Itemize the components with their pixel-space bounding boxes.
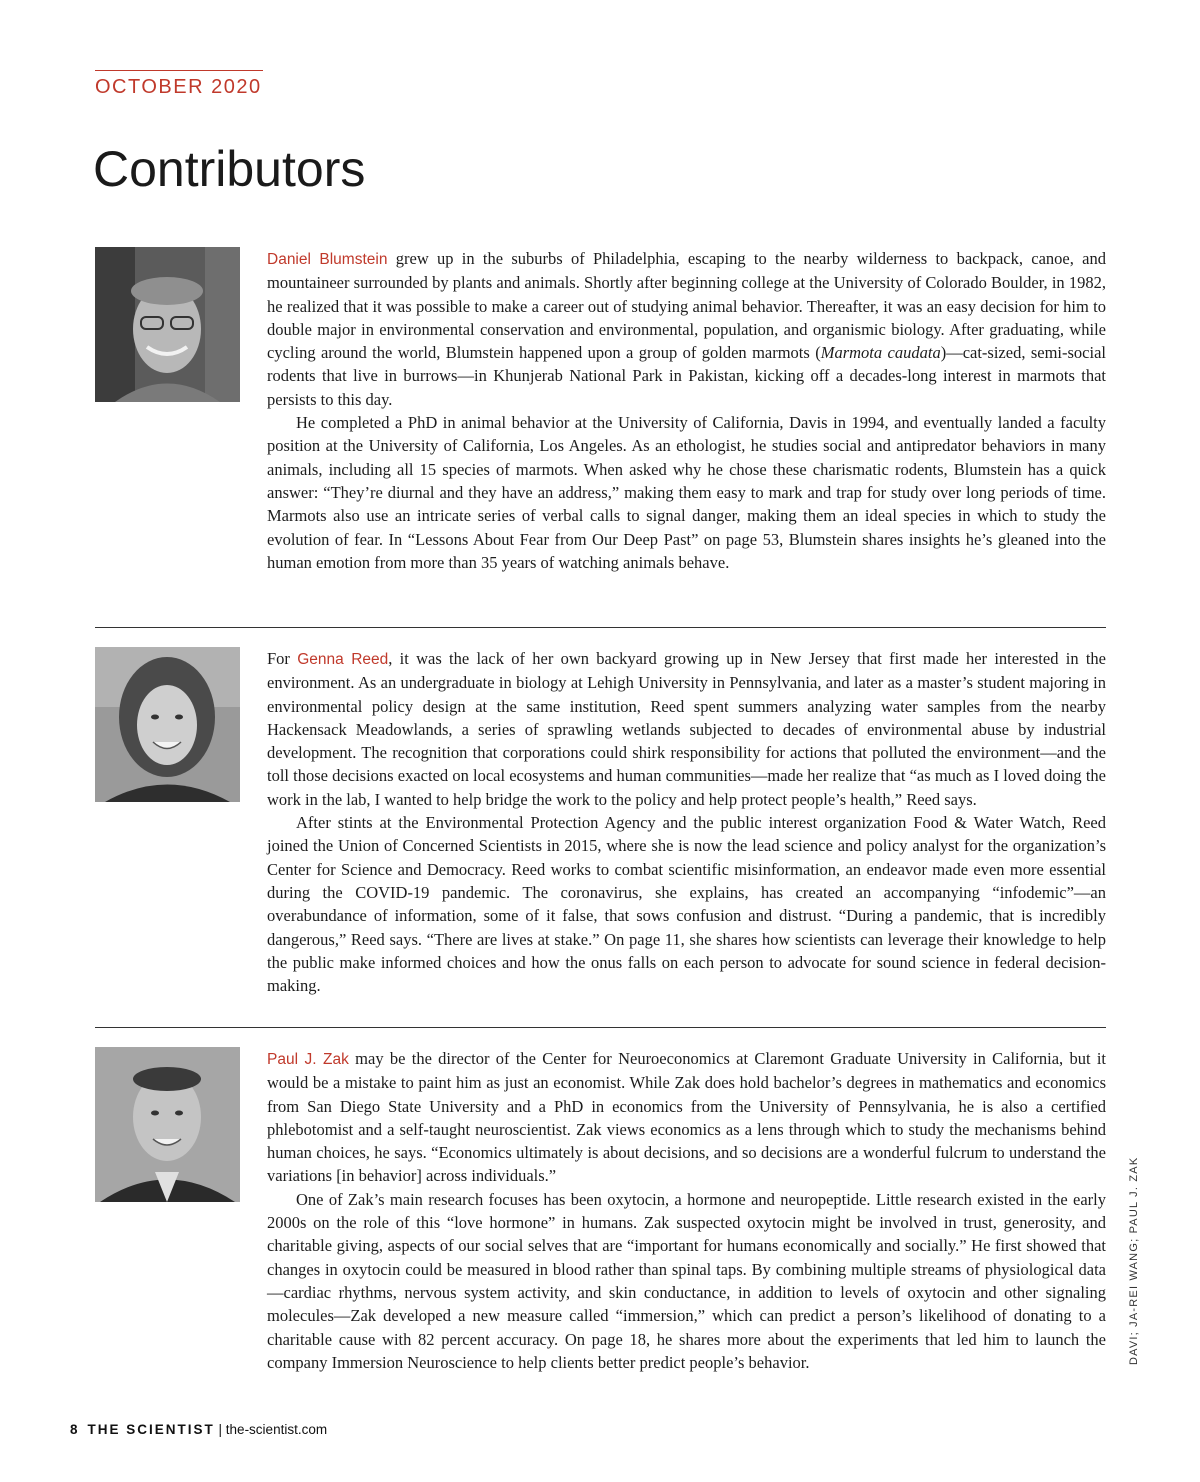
publication-name: THE SCIENTIST <box>87 1422 215 1437</box>
bio-text: For <box>267 649 298 668</box>
bio-text: grew up in the suburbs of Philadelphia, escaping to the nearby wilderness to backpack, canoe, and mountaineer surrounded by plants and animals. Shortly after beginning college at the University of Colorado Boulder, in 1982, he realized that it was possible to make a career out of studying animal behavior. Thereafter, it was an easy decision for him to double major in environmental conservation and environmental, population, and organismic biology. After graduating, while cycling around the world, Blumstein happened upon a group of golden marmots ( <box>267 249 1106 363</box>
contributor-photo-zak <box>95 1047 240 1202</box>
page-footer <box>70 1422 327 1437</box>
contributor-name: Paul J. Zak <box>267 1051 349 1068</box>
footer-separator: | <box>214 1422 226 1437</box>
page-title: Contributors <box>93 141 366 197</box>
contributor-photo-reed <box>95 647 240 802</box>
portrait-graphic <box>95 1047 240 1202</box>
section-divider <box>95 627 1106 628</box>
species-name: Marmota caudata <box>820 343 941 363</box>
contributor-name: Genna Reed <box>297 651 389 668</box>
page-number: 8 <box>70 1422 78 1437</box>
website-link[interactable]: the-scientist.com <box>225 1422 328 1437</box>
bio-paragraph: One of Zak’s main research focuses has been oxytocin, a hormone and neuropeptide. Little research existed in the early 2000s on the role of this “love hormone” in humans. Zak suspected oxytocin might be involved in trust, generosity, and charitable giving, aspects of our social selves that are “important for humans economically and socially.” He first showed that changes in oxytocin could be measured in blood rather than spinal taps. By combining multiple streams of physiological data—cardiac rhythms, nervous system activity, and skin conductance, in addition to levels of oxytocin and other signaling molecules—Zak developed a new measure called “immersion,” which can predict a person’s likelihood of donating to a charitable cause with 82 percent accuracy. On page 18, he shares more about the experiments that led him to launch the company Immersion Neuroscience to help clients better predict people’s behavior. <box>267 1189 1106 1372</box>
bio-text: may be the director of the Center for Neuroeconomics at Claremont Graduate University in California, but it would be a mistake to paint him as just an economist. While Zak does hold bachelor’s degrees in mathematics and economics from San Diego State University and a PhD in economics from the University of Pennsylvania, he is also a certified phlebotomist and a self-taught neuroscientist. Zak views economics as a lens through which to study the mechanisms behind human choices, he says. “Economics ultimately is about decisions, and so decisions are a wonderful fulcrum to understand the variations [in behavior] across individuals.” <box>267 1049 1106 1186</box>
contributor-bio-zak <box>267 1047 1106 1374</box>
bio-text: , it was the lack of her own backyard growing up in New Jersey that first made her interested in the environment. As an undergraduate in biology at Lehigh University in Pennsylvania, and later as a master’s student majoring in environmental policy design at the same institution, Reed spent summers analyzing water samples from the nearby Hackensack Meadowlands, a series of sprawling wetlands subjected to decades of environmental abuse by industrial development. The recognition that corporations could shirk responsibility for actions that polluted the environment—and the toll those decisions exacted on local ecosystems and human communities—made her realize that “as much as I loved doing the work in the lab, I wanted to help bridge the work to the policy and help protect people’s health,” Reed says. <box>267 649 1107 809</box>
bio-paragraph: After stints at the Environmental Protection Agency and the public interest organization Food & Water Watch, Reed joined the Union of Concerned Scientists in 2015, where she is now the lead science and policy analyst for the organization’s Center for Science and Democracy. Reed works to combat scientific misinformation, an endeavor made even more essential during the COVID-19 pandemic. The coronavirus, she explains, has created an accompanying “infodemic”—an overabundance of information, some of it false, that sows confusion and distrust. “During a pandemic, that is incredibly dangerous,” Reed says. “There are lives at stake.” On page 11, she shares how scientists can leverage their knowledge to help the public make informed choices and how the onus falls on each person to advocate for sound science in federal decision-making. <box>267 813 1106 996</box>
bio-paragraph <box>267 647 1106 811</box>
contributor-name: Daniel Blumstein <box>267 251 388 268</box>
contributor-bio-blumstein <box>267 247 1106 574</box>
bio-text: )—cat-sized, semi-social rodents that live in burrows—in Khunjerab National Park in Pakistan, kicking off a decades-long interest in marmots that persists to this day. <box>267 343 1106 409</box>
issue-date: OCTOBER 2020 <box>95 76 262 98</box>
contributor-photo-blumstein <box>95 247 240 402</box>
bio-paragraph <box>267 1047 1106 1188</box>
contributor-bio-reed <box>267 647 1106 997</box>
section-divider <box>95 1027 1106 1028</box>
issue-rule <box>95 70 263 71</box>
portrait-graphic <box>95 247 240 402</box>
bio-paragraph: He completed a PhD in animal behavior at the University of California, Davis in 1994, and eventually landed a faculty position at the University of California, Los Angeles. As an ethologist, he studies social and antipredator behaviors in many animals, including all 15 species of marmots. When asked why he chose these charismatic rodents, Blumstein has a quick answer: “They’re diurnal and they have an address,” making them easy to mark and trap for study over long periods of time. Marmots also use an intricate series of verbal calls to signal danger, making them an ideal species in which to study the evolution of fear. In “Lessons About Fear from Our Deep Past” on page 53, Blumstein shares insights he’s gleaned into the human emotion from more than 35 years of watching animals behave. <box>267 413 1106 572</box>
portrait-graphic <box>95 647 240 802</box>
photo-credit: DAVI; JA-REI WANG; PAUL J. ZAK <box>1128 1156 1140 1365</box>
bio-paragraph <box>267 247 1106 411</box>
